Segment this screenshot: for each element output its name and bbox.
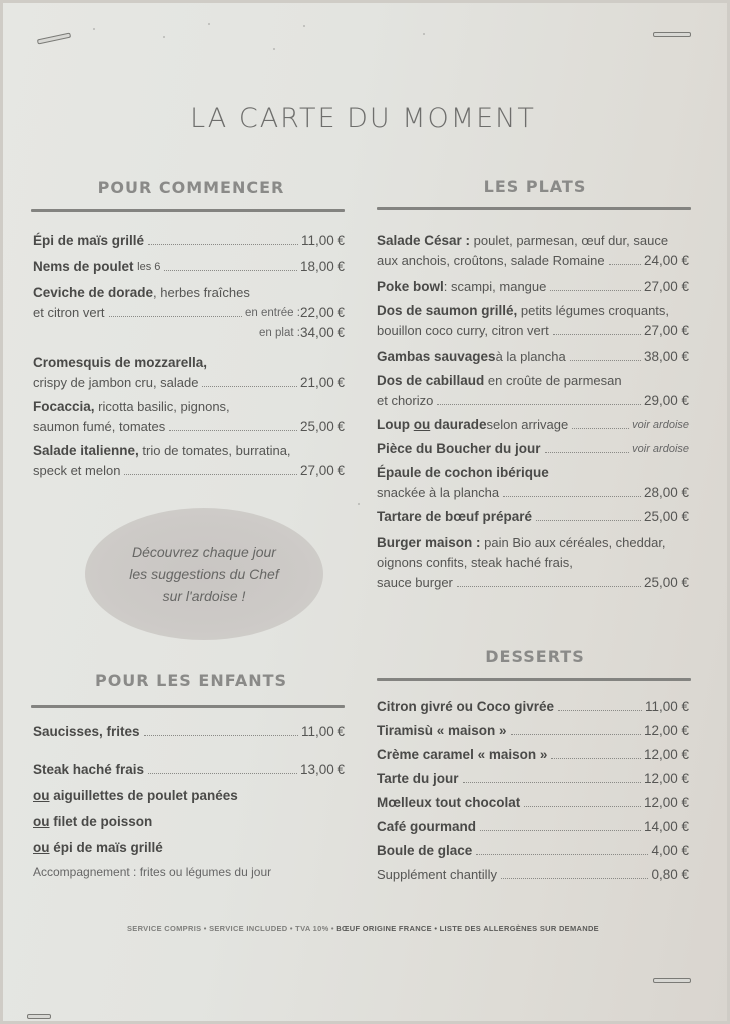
item-price: 21,00 € [299, 375, 345, 390]
item-name: Nems de poulet [33, 259, 134, 274]
chef-note-line: Découvrez chaque jour [132, 544, 276, 560]
leader-dots [463, 782, 641, 783]
item-desc: bouillon coco curry, citron vert [377, 323, 549, 338]
item-price: 11,00 € [644, 699, 689, 714]
menu-item [377, 841, 689, 861]
divider-kids [31, 705, 345, 708]
menu-item [33, 441, 345, 481]
item-name: Pièce du Boucher du jour [377, 441, 541, 456]
leader-dots [202, 386, 296, 387]
item-name: Tiramisù « maison » [377, 723, 507, 738]
leader-dots [553, 334, 641, 335]
item-desc: crispy de jambon cru, salade [33, 375, 199, 390]
alt-prefix: ou [33, 788, 50, 803]
menu-item [377, 865, 689, 885]
section-heading-desserts: DESSERTS [485, 647, 585, 666]
item-price: 12,00 € [643, 747, 689, 762]
item-desc: speck et melon [33, 463, 121, 478]
leader-dots [572, 428, 629, 429]
item-desc: ricotta basilic, pignons, [94, 399, 230, 414]
kids-alternative [33, 786, 345, 806]
item-name: Gambas sauvages [377, 349, 496, 364]
item-desc: petits légumes croquants, [517, 303, 670, 318]
section-heading-starters: POUR COMMENCER [97, 178, 285, 197]
item-name: Café gourmand [377, 819, 477, 834]
menu-item [377, 507, 689, 527]
menu-item [377, 277, 689, 297]
kids-alternative [33, 838, 345, 858]
speck [303, 25, 305, 27]
speck [423, 33, 425, 35]
item-desc: trio de tomates, burratina, [138, 443, 291, 458]
item-desc: et chorizo [377, 393, 434, 408]
leader-dots [437, 404, 641, 405]
paper-clip-bottom-right [653, 978, 691, 983]
footer-origin-text: BŒUF ORIGINE FRANCE • LISTE DES ALLERGÈNES SUR DEMANDE [336, 924, 599, 933]
leader-dots [480, 830, 641, 831]
alt-prefix: ou [33, 814, 50, 829]
menu-item [377, 463, 689, 503]
footer-service-text: SERVICE COMPRIS • SERVICE INCLUDED • TVA 10% • [127, 924, 337, 933]
leader-dots [609, 264, 641, 265]
item-price: voir ardoise [632, 419, 689, 431]
leader-dots [550, 290, 641, 291]
speck [273, 48, 275, 50]
item-price: 28,00 € [643, 485, 689, 500]
chef-suggestion-note [85, 508, 323, 640]
item-name: Dos de cabillaud [377, 373, 485, 388]
item-name: Crème caramel « maison » [377, 747, 548, 762]
item-name: Épaule de cochon ibérique [377, 465, 549, 480]
kids-list [33, 722, 345, 882]
side-note-text: Accompagnement : frites ou légumes du jour [33, 865, 272, 879]
item-price: 11,00 € [300, 724, 345, 739]
leader-dots [148, 773, 297, 774]
menu-item [377, 301, 689, 341]
item-desc: , herbes fraîches [153, 285, 250, 300]
alt-text: filet de poisson [49, 814, 153, 829]
item-price: 12,00 € [643, 795, 689, 810]
item-price: 22,00 € [299, 305, 345, 320]
item-desc: selon arrivage [486, 417, 569, 432]
menu-item [33, 231, 345, 251]
alt-text: aiguillettes de poulet panées [49, 788, 238, 803]
menu-item [33, 397, 345, 437]
item-desc: snackée à la plancha [377, 485, 500, 500]
item-desc: sauce burger [377, 575, 453, 590]
item-name: daurade [430, 417, 487, 432]
menu-item [377, 231, 689, 271]
item-price: 13,00 € [299, 762, 345, 777]
menu-item [377, 793, 689, 813]
item-price: 25,00 € [643, 575, 689, 590]
item-price: 25,00 € [299, 419, 345, 434]
section-heading-kids: POUR LES ENFANTS [94, 671, 288, 690]
menu-item [33, 283, 345, 343]
menu-item [377, 347, 689, 367]
paper-clip-top-left [37, 33, 71, 45]
divider-starters [31, 209, 345, 212]
speck [358, 503, 360, 505]
alt-prefix: ou [33, 840, 50, 855]
section-heading-mains: LES PLATS [483, 177, 587, 196]
item-name: Salade César : [377, 233, 471, 248]
leader-dots [524, 806, 641, 807]
leader-dots [570, 360, 641, 361]
speck [93, 28, 95, 30]
leader-dots [536, 520, 641, 521]
item-desc: à la plancha [495, 349, 566, 364]
speck [163, 36, 165, 38]
item-price: 38,00 € [643, 349, 689, 364]
side-note [33, 862, 345, 882]
menu-item [377, 533, 689, 593]
menu-item [33, 760, 345, 780]
item-name: Poke bowl [377, 279, 444, 294]
menu-item [33, 353, 345, 393]
paper-clip-bottom-left [27, 1014, 51, 1019]
menu-item [377, 721, 689, 741]
item-name: Dos de saumon grillé, [377, 303, 518, 318]
menu-page [3, 3, 727, 1021]
menu-item [377, 415, 689, 435]
item-name: Tarte du jour [377, 771, 459, 786]
leader-dots [164, 270, 297, 271]
menu-item [377, 817, 689, 837]
item-desc: aux anchois, croûtons, salade Romaine [377, 253, 605, 268]
menu-item [377, 745, 689, 765]
item-price: 11,00 € [300, 233, 345, 248]
item-name: Loup [377, 417, 414, 432]
menu-item [377, 697, 689, 717]
item-price: 12,00 € [643, 723, 689, 738]
leader-dots [169, 430, 297, 431]
speck [208, 23, 210, 25]
item-price: 27,00 € [643, 279, 689, 294]
item-name: Cromesquis de mozzarella, [33, 355, 208, 370]
item-price: 0,80 € [651, 867, 689, 882]
alt-text: épi de maïs grillé [49, 840, 163, 855]
leader-dots [551, 758, 641, 759]
item-price: 34,00 € [299, 325, 345, 340]
item-name: Épi de maïs grillé [33, 233, 145, 248]
menu-item [377, 439, 689, 459]
leader-dots [545, 452, 630, 453]
price-label: en plat : [259, 327, 300, 339]
item-name: Boule de glace [377, 843, 473, 858]
leader-dots [476, 854, 648, 855]
divider-mains [377, 207, 691, 210]
leader-dots [124, 474, 297, 475]
item-price: 24,00 € [643, 253, 689, 268]
desserts-list [377, 697, 689, 885]
item-name: Citron givré ou Coco givrée [377, 699, 555, 714]
menu-title: LA CARTE DU MOMENT [190, 103, 536, 134]
menu-item [377, 371, 689, 411]
paper-clip-top-right [653, 32, 691, 37]
item-name: Focaccia, [33, 399, 95, 414]
leader-dots [501, 878, 648, 879]
leader-dots [109, 316, 242, 317]
item-price: 14,00 € [643, 819, 689, 834]
leader-dots [148, 244, 298, 245]
item-price: 18,00 € [299, 259, 345, 274]
chef-note-line: les suggestions du Chef [129, 566, 279, 582]
price-label: en entrée : [244, 307, 300, 319]
item-price: 4,00 € [651, 843, 689, 858]
item-note: les 6 [137, 261, 161, 273]
starters-list [33, 231, 345, 481]
item-name-or: ou [413, 417, 431, 432]
item-desc: et citron vert [33, 305, 105, 320]
item-name: Tartare de bœuf préparé [377, 509, 533, 524]
item-desc: poulet, parmesan, œuf dur, sauce [470, 233, 669, 248]
menu-item [377, 769, 689, 789]
item-name: Burger maison : [377, 535, 481, 550]
item-desc: saumon fumé, tomates [33, 419, 166, 434]
item-name: Mœlleux tout chocolat [377, 795, 521, 810]
item-desc: pain Bio aux céréales, cheddar, [480, 535, 666, 550]
item-name: Steak haché frais [33, 762, 145, 777]
menu-item [33, 722, 345, 742]
item-price: voir ardoise [632, 443, 689, 455]
leader-dots [457, 586, 641, 587]
item-price: 27,00 € [299, 463, 345, 478]
mains-list [377, 231, 689, 593]
chef-note-line: sur l'ardoise ! [162, 588, 246, 604]
item-name: Salade italienne, [33, 443, 139, 458]
leader-dots [144, 735, 298, 736]
item-name: Ceviche de dorade [33, 285, 154, 300]
menu-item [33, 257, 345, 277]
item-price: 25,00 € [643, 509, 689, 524]
divider-desserts [377, 678, 691, 681]
footer-notice [3, 924, 723, 933]
item-name: Supplément chantilly [377, 867, 497, 882]
item-price: 27,00 € [643, 323, 689, 338]
item-desc: : scampi, mangue [443, 279, 547, 294]
item-desc: en croûte de parmesan [484, 373, 622, 388]
item-price: 29,00 € [643, 393, 689, 408]
item-desc: oignons confits, steak haché frais, [377, 555, 573, 570]
item-price: 12,00 € [643, 771, 689, 786]
leader-dots [558, 710, 642, 711]
leader-dots [503, 496, 641, 497]
kids-alternative [33, 812, 345, 832]
leader-dots [511, 734, 641, 735]
item-name: Saucisses, frites [33, 724, 140, 739]
